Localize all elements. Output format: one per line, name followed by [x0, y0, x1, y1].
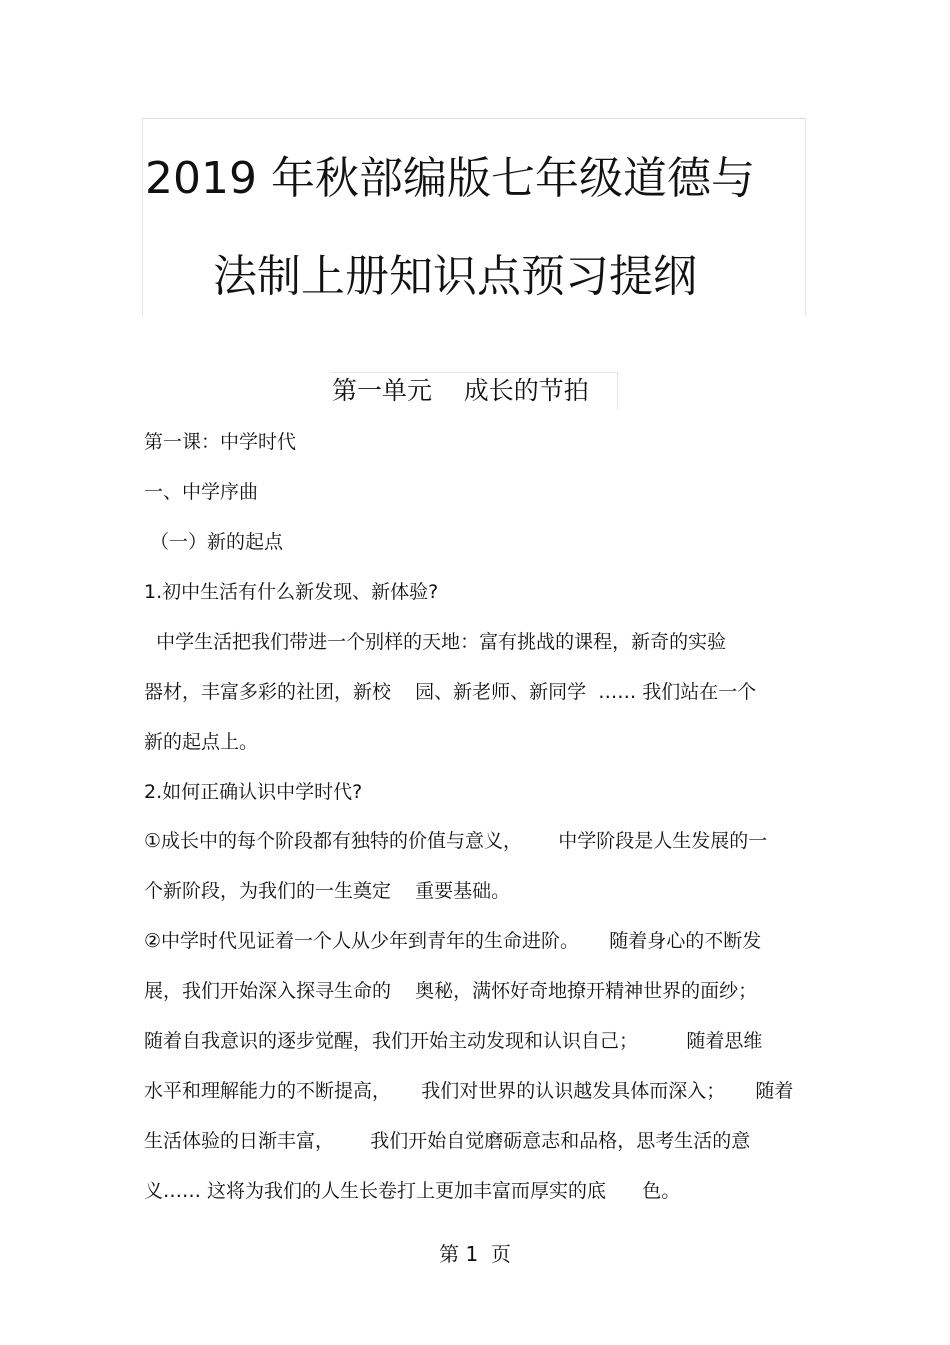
unit-heading-box	[330, 372, 618, 410]
paragraph-line: 新的起点上。	[144, 731, 259, 753]
document-title-line-1: 2019 年秋部编版七年级道德与	[145, 153, 755, 204]
paragraph-line: 义…… 这将为我们的人生长卷打上更加丰富而厚实的底 色。	[144, 1180, 681, 1202]
paragraph-line: 水平和理解能力的不断提高， 我们对世界的认识越发具体而深入； 随着	[144, 1080, 794, 1102]
paragraph-line: 个新阶段，为我们的一生奠定 重要基础。	[144, 880, 511, 902]
paragraph-line: 随着自我意识的逐步觉醒，我们开始主动发现和认识自己； 随着思维	[144, 1030, 763, 1052]
page-number: 第 1 页	[439, 1242, 511, 1266]
paragraph-line: 生活体验的日渐丰富， 我们开始自觉磨砺意志和品格，思考生活的意	[144, 1130, 751, 1152]
paragraph-line: 器材，丰富多彩的社团，新校 园、新老师、新同学 …… 我们站在一个	[144, 681, 757, 703]
question-1: 1.初中生活有什么新发现、新体验?	[144, 581, 439, 603]
question-2: 2.如何正确认识中学时代?	[144, 781, 363, 803]
lesson-heading: 第一课：中学时代	[144, 431, 297, 453]
paragraph-line: ②中学时代见证着一个人从少年到青年的生命进阶。 随着身心的不断发	[144, 930, 762, 952]
paragraph-line: ①成长中的每个阶段都有独特的价值与意义， 中学阶段是人生发展的一	[144, 830, 768, 852]
paragraph-line: 中学生活把我们带进一个别样的天地：富有挑战的课程，新奇的实验	[144, 631, 727, 653]
subsection-heading: （一）新的起点	[144, 531, 284, 553]
section-heading: 一、中学序曲	[144, 481, 259, 503]
unit-title: 第一单元 成长的节拍	[332, 376, 589, 405]
title-box	[142, 118, 806, 316]
paragraph-line: 展，我们开始深入探寻生命的 奥秘，满怀好奇地撩开精神世界的面纱；	[144, 980, 758, 1002]
document-title-line-2: 法制上册知识点预习提纲	[213, 251, 697, 302]
